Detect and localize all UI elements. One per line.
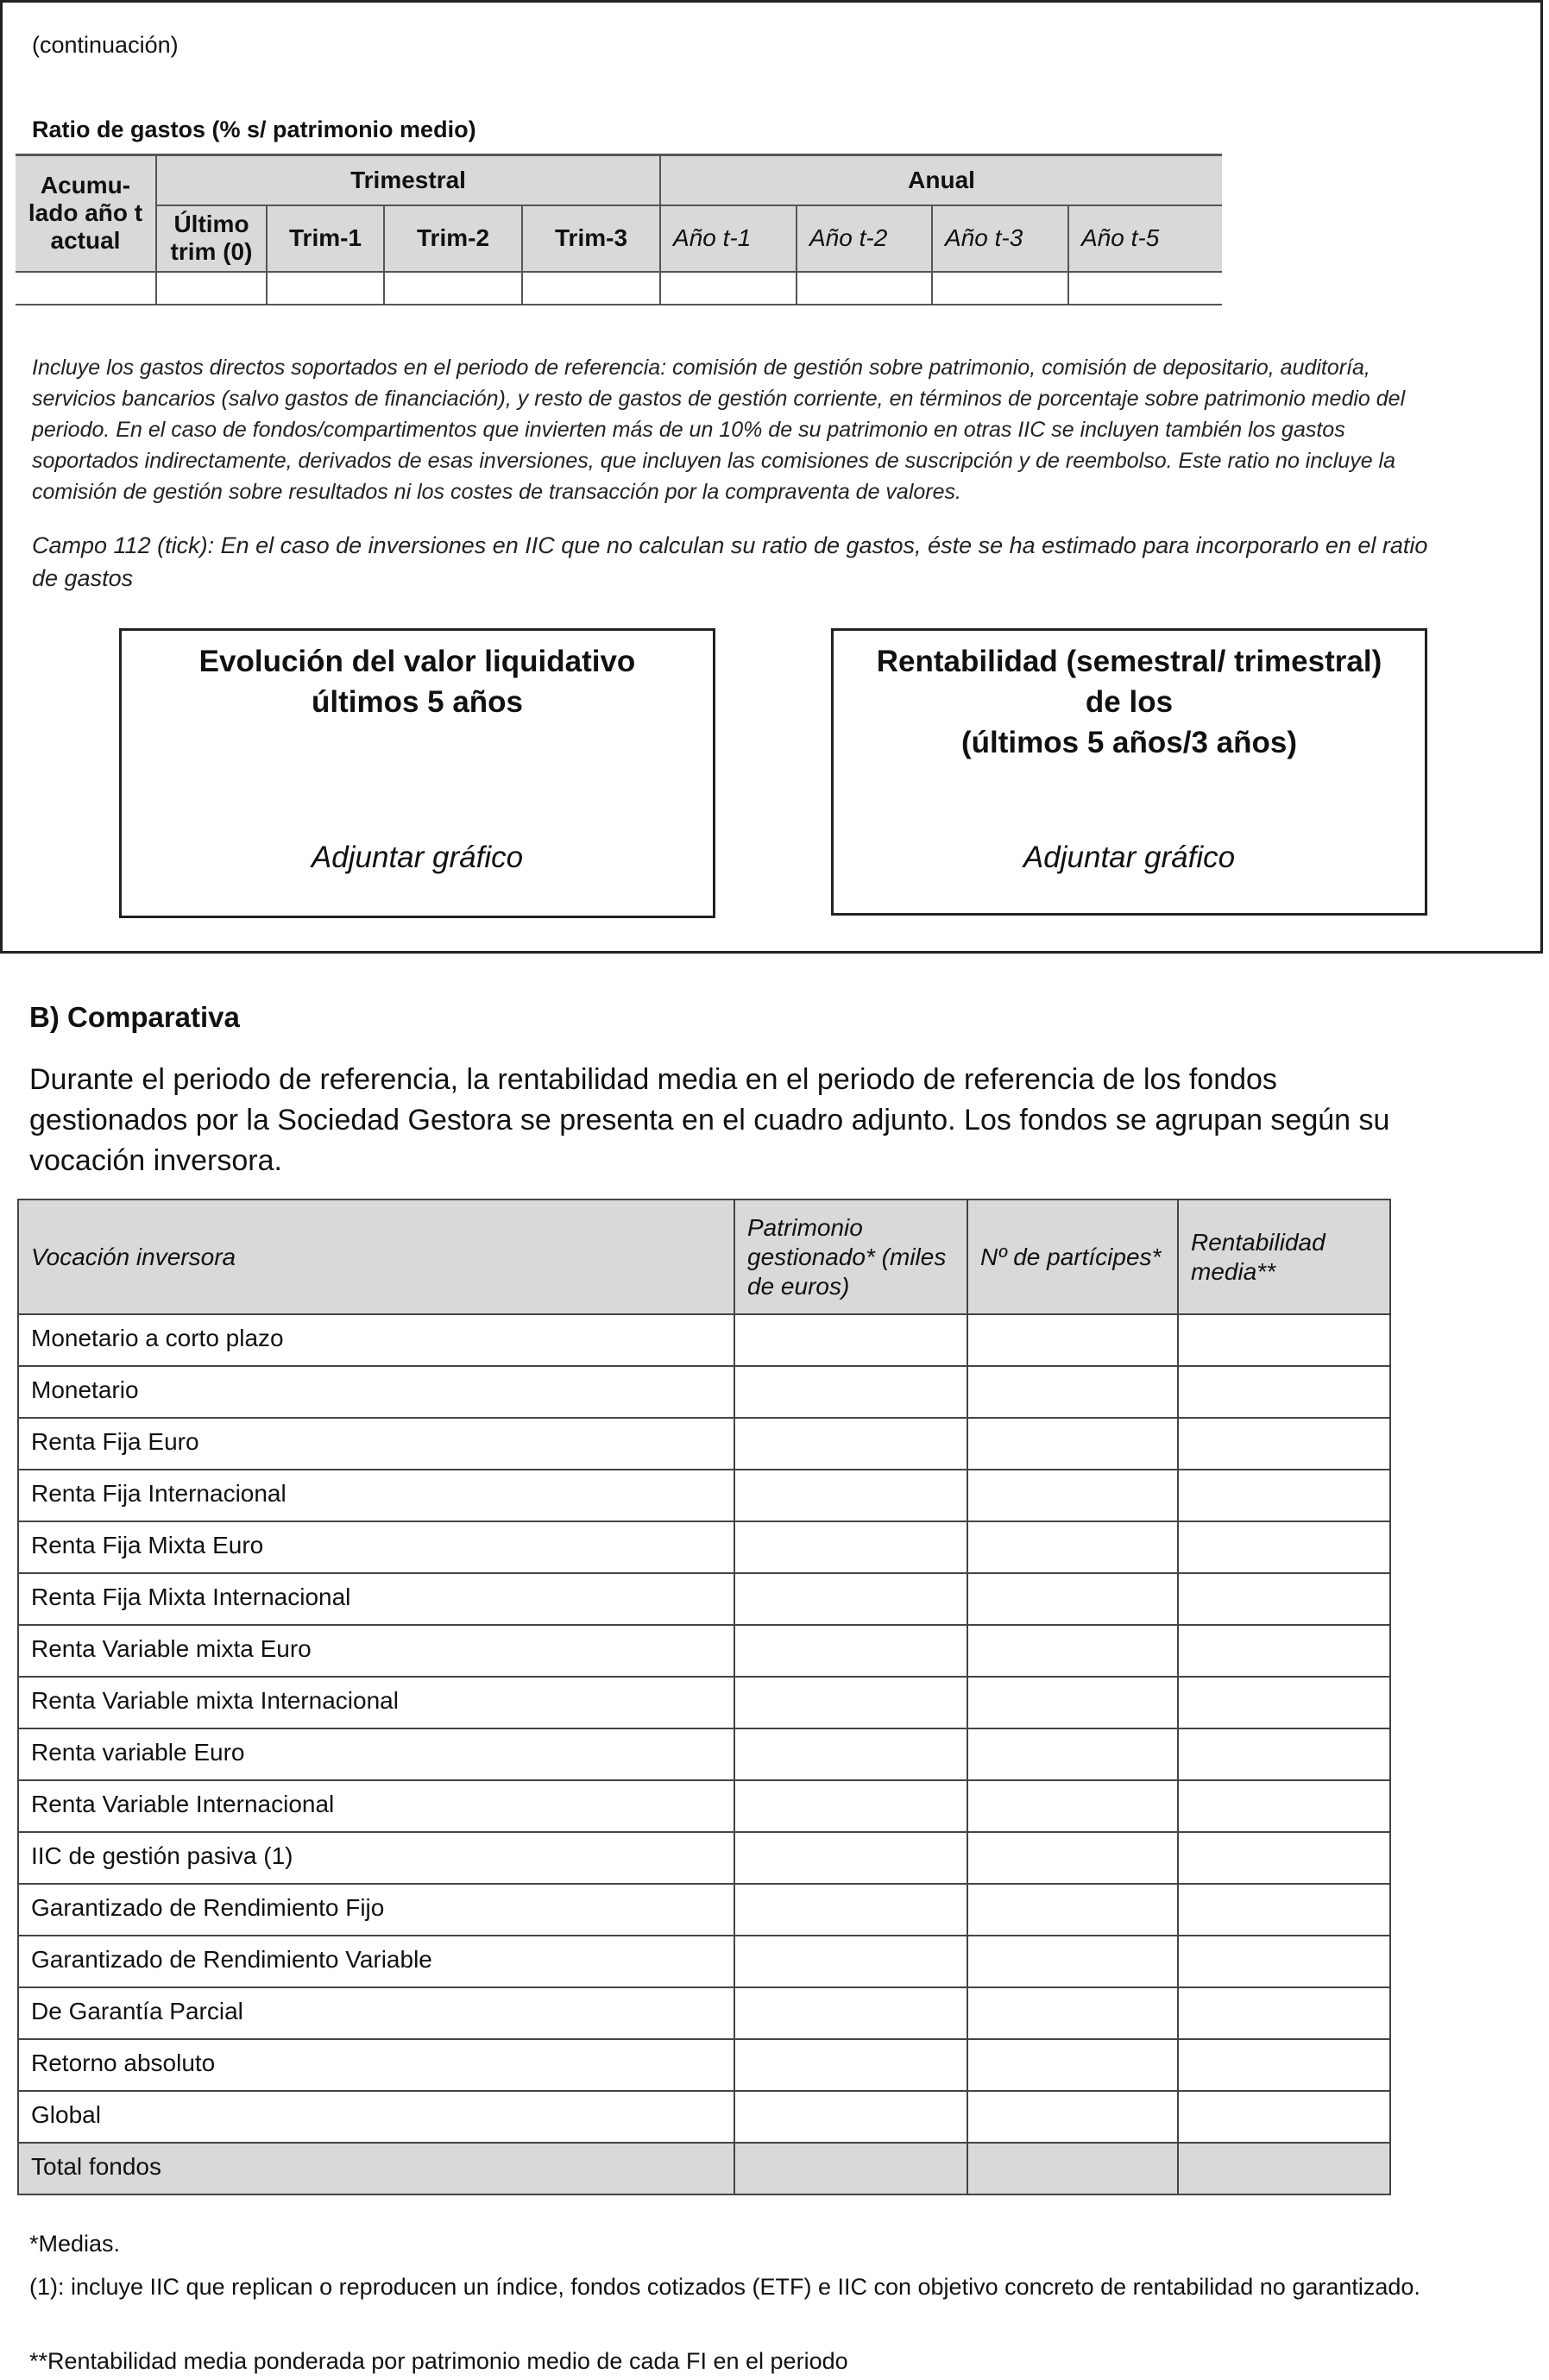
participes-cell[interactable]: [967, 2091, 1178, 2143]
ratio-cell[interactable]: [932, 272, 1068, 305]
table-row: [18, 1470, 1390, 1521]
total-row: [18, 2143, 1390, 2194]
box-title-line: (últimos 5 años/3 años): [961, 726, 1297, 759]
header-vocacion: Vocación inversora: [18, 1199, 734, 1314]
patrimonio-cell[interactable]: [734, 1418, 967, 1470]
ratio-cell[interactable]: [660, 272, 797, 305]
patrimonio-cell[interactable]: [734, 1780, 967, 1832]
comparativa-table: [17, 1199, 1391, 2195]
header-participes: Nº de partícipes*: [967, 1199, 1178, 1314]
rentabilidad-cell[interactable]: [1178, 1314, 1390, 1366]
participes-cell[interactable]: [967, 1832, 1178, 1884]
participes-cell[interactable]: [967, 1366, 1178, 1418]
rentabilidad-cell[interactable]: [1178, 2143, 1390, 2194]
col-acumulado: Acumu- lado año t actual: [16, 155, 156, 272]
continuation-label: (continuación): [32, 32, 179, 58]
ratio-cell[interactable]: [384, 272, 522, 305]
col-trim-2: Trim-2: [384, 205, 522, 272]
vocacion-label: Renta Fija Euro: [18, 1418, 734, 1470]
table-row: [18, 2091, 1390, 2143]
participes-cell[interactable]: [967, 1936, 1178, 1987]
participes-cell[interactable]: [967, 1470, 1178, 1521]
ratio-cell[interactable]: [156, 272, 267, 305]
table-row: [18, 1625, 1390, 1677]
rentabilidad-cell[interactable]: [1178, 1728, 1390, 1780]
participes-cell[interactable]: [967, 1884, 1178, 1936]
participes-cell[interactable]: [967, 1987, 1178, 2039]
rentabilidad-cell[interactable]: [1178, 1366, 1390, 1418]
table-row: [18, 1832, 1390, 1884]
footnote-medias: *Medias.: [29, 2231, 121, 2257]
section-b-intro: Durante el periodo de referencia, la rentabilidad media en el periodo de referencia de los fondos gestionados por la Sociedad Gestora se presenta en el cuadro adjunto. Los fondos se agrupan según su vocación inversora.: [29, 1063, 1390, 1177]
vocacion-label: Renta Variable Internacional: [18, 1780, 734, 1832]
vocacion-label: Renta Fija Mixta Euro: [18, 1521, 734, 1573]
vocacion-label: Renta Variable mixta Internacional: [18, 1677, 734, 1728]
vocacion-label: Garantizado de Rendimiento Variable: [18, 1936, 734, 1987]
vocacion-label: Renta variable Euro: [18, 1728, 734, 1780]
ratio-cell[interactable]: [16, 272, 156, 305]
rentabilidad-cell[interactable]: [1178, 1884, 1390, 1936]
vocacion-label: Global: [18, 2091, 734, 2143]
footnote-gestion-pasiva: (1): incluye IIC que replican o reproducen un índice, fondos cotizados (ETF) e IIC con objetivo concreto de rentabilidad no garantizado.: [29, 2274, 1420, 2300]
box-title-line: Rentabilidad (semestral/ trimestral): [876, 645, 1382, 678]
participes-cell[interactable]: [967, 1677, 1178, 1728]
section-b-title: B) Comparativa: [29, 1001, 240, 1033]
ratio-cell[interactable]: [267, 272, 384, 305]
table-row: [18, 1780, 1390, 1832]
col-anio-t2: Año t-2: [797, 205, 932, 272]
patrimonio-cell[interactable]: [734, 1366, 967, 1418]
patrimonio-cell[interactable]: [734, 1470, 967, 1521]
patrimonio-cell[interactable]: [734, 1625, 967, 1677]
ratio-cell[interactable]: [1068, 272, 1222, 305]
rentabilidad-cell[interactable]: [1178, 1625, 1390, 1677]
participes-cell[interactable]: [967, 1418, 1178, 1470]
header-patrimonio: Patrimonio gestionado* (miles de euros): [734, 1199, 967, 1314]
participes-cell[interactable]: [967, 1314, 1178, 1366]
attach-chart-placeholder[interactable]: Adjuntar gráfico: [311, 841, 524, 874]
participes-cell[interactable]: [967, 2039, 1178, 2091]
rentabilidad-cell[interactable]: [1178, 2039, 1390, 2091]
participes-cell[interactable]: [967, 1573, 1178, 1625]
box-title-line: últimos 5 años: [311, 685, 524, 719]
rentabilidad-cell[interactable]: [1178, 1470, 1390, 1521]
patrimonio-cell[interactable]: [734, 1677, 967, 1728]
table-row: [18, 1728, 1390, 1780]
col-anio-t5: Año t-5: [1068, 205, 1222, 272]
patrimonio-cell[interactable]: [734, 1521, 967, 1573]
rentabilidad-cell[interactable]: [1178, 1418, 1390, 1470]
participes-cell[interactable]: [967, 1625, 1178, 1677]
patrimonio-cell[interactable]: [734, 1832, 967, 1884]
rentabilidad-cell[interactable]: [1178, 1573, 1390, 1625]
patrimonio-cell[interactable]: [734, 1936, 967, 1987]
table-row: [18, 1987, 1390, 2039]
table-row: [18, 1884, 1390, 1936]
ratio-value-row: [16, 272, 1222, 305]
rentabilidad-cell[interactable]: [1178, 1780, 1390, 1832]
campo-112-note: Campo 112 (tick): En el caso de inversiones en IIC que no calculan su ratio de gastos, éste se ha estimado para incorporarlo en el ratio de gastos: [32, 532, 1428, 591]
chart-box-rentabilidad: [831, 628, 1427, 916]
col-anio-t3: Año t-3: [932, 205, 1068, 272]
table-row: [18, 1314, 1390, 1366]
table-row: [18, 1573, 1390, 1625]
participes-cell[interactable]: [967, 1728, 1178, 1780]
vocacion-label: Monetario a corto plazo: [18, 1314, 734, 1366]
col-trim-3: Trim-3: [522, 205, 660, 272]
patrimonio-cell[interactable]: [734, 1987, 967, 2039]
col-ultimo-trim: Último trim (0): [156, 205, 267, 272]
vocacion-label: IIC de gestión pasiva (1): [18, 1832, 734, 1884]
chart-box-valor-liquidativo: [119, 628, 715, 918]
patrimonio-cell[interactable]: [734, 2143, 967, 2194]
rentabilidad-cell[interactable]: [1178, 2091, 1390, 2143]
box-title-line: de los: [1085, 685, 1174, 719]
col-trim-1: Trim-1: [267, 205, 384, 272]
header-rentabilidad: Rentabilidad media**: [1178, 1199, 1390, 1314]
vocacion-label: Retorno absoluto: [18, 2039, 734, 2091]
vocacion-label: Garantizado de Rendimiento Fijo: [18, 1884, 734, 1936]
rentabilidad-cell[interactable]: [1178, 1987, 1390, 2039]
patrimonio-cell[interactable]: [734, 2039, 967, 2091]
box-title-line: Evolución del valor liquidativo: [198, 645, 636, 678]
participes-cell[interactable]: [967, 1780, 1178, 1832]
group-trimestral: Trimestral: [156, 155, 660, 205]
comparativa-header-row: [18, 1199, 1390, 1314]
table-row: [18, 1521, 1390, 1573]
table-row: [18, 1418, 1390, 1470]
table-row: [18, 1677, 1390, 1728]
group-anual: Anual: [660, 155, 1222, 205]
vocacion-label: Renta Fija Internacional: [18, 1470, 734, 1521]
patrimonio-cell[interactable]: [734, 1314, 967, 1366]
table-row: [18, 1936, 1390, 1987]
rentabilidad-cell[interactable]: [1178, 1521, 1390, 1573]
patrimonio-cell[interactable]: [734, 2091, 967, 2143]
vocacion-label: De Garantía Parcial: [18, 1987, 734, 2039]
vocacion-label: Total fondos: [18, 2143, 734, 2194]
top-section-frame: [0, 0, 1543, 954]
vocacion-label: Renta Fija Mixta Internacional: [18, 1573, 734, 1625]
ratio-cell[interactable]: [522, 272, 660, 305]
patrimonio-cell[interactable]: [734, 1573, 967, 1625]
vocacion-label: Renta Variable mixta Euro: [18, 1625, 734, 1677]
patrimonio-cell[interactable]: [734, 1728, 967, 1780]
table-row: [18, 2039, 1390, 2091]
patrimonio-cell[interactable]: [734, 1884, 967, 1936]
footnote-rentabilidad: **Rentabilidad media ponderada por patrimonio medio de cada FI en el periodo: [29, 2348, 848, 2374]
vocacion-label: Monetario: [18, 1366, 734, 1418]
ratio-title: Ratio de gastos (% s/ patrimonio medio): [32, 116, 476, 142]
attach-chart-placeholder[interactable]: Adjuntar gráfico: [1023, 841, 1236, 874]
participes-cell[interactable]: [967, 2143, 1178, 2194]
ratio-cell[interactable]: [797, 272, 932, 305]
rentabilidad-cell[interactable]: [1178, 1936, 1390, 1987]
participes-cell[interactable]: [967, 1521, 1178, 1573]
ratio-table: [16, 154, 1222, 305]
rentabilidad-cell[interactable]: [1178, 1677, 1390, 1728]
table-row: [18, 1366, 1390, 1418]
col-anio-t1: Año t-1: [660, 205, 797, 272]
ratio-description: Incluye los gastos directos soportados en el periodo de referencia: comisión de gestión sobre patrimonio, comisión de depositario, auditoría, servicios bancarios (salvo gastos de financiación), y resto de gastos de gestión corriente, en términos de porcentaje sobre patrimonio medio del periodo. En el caso de fondos/compartimentos que invierten más de un 10% de su patrimonio en otras IIC se incluyen también los gastos soportados indirectamente, derivados de esas inversiones, que incluyen las comisiones de suscripción y de reembolso. Este ratio no incluye la comisión de gestión sobre resultados ni los costes de transacción por la compraventa de valores.: [32, 356, 1406, 504]
rentabilidad-cell[interactable]: [1178, 1832, 1390, 1884]
